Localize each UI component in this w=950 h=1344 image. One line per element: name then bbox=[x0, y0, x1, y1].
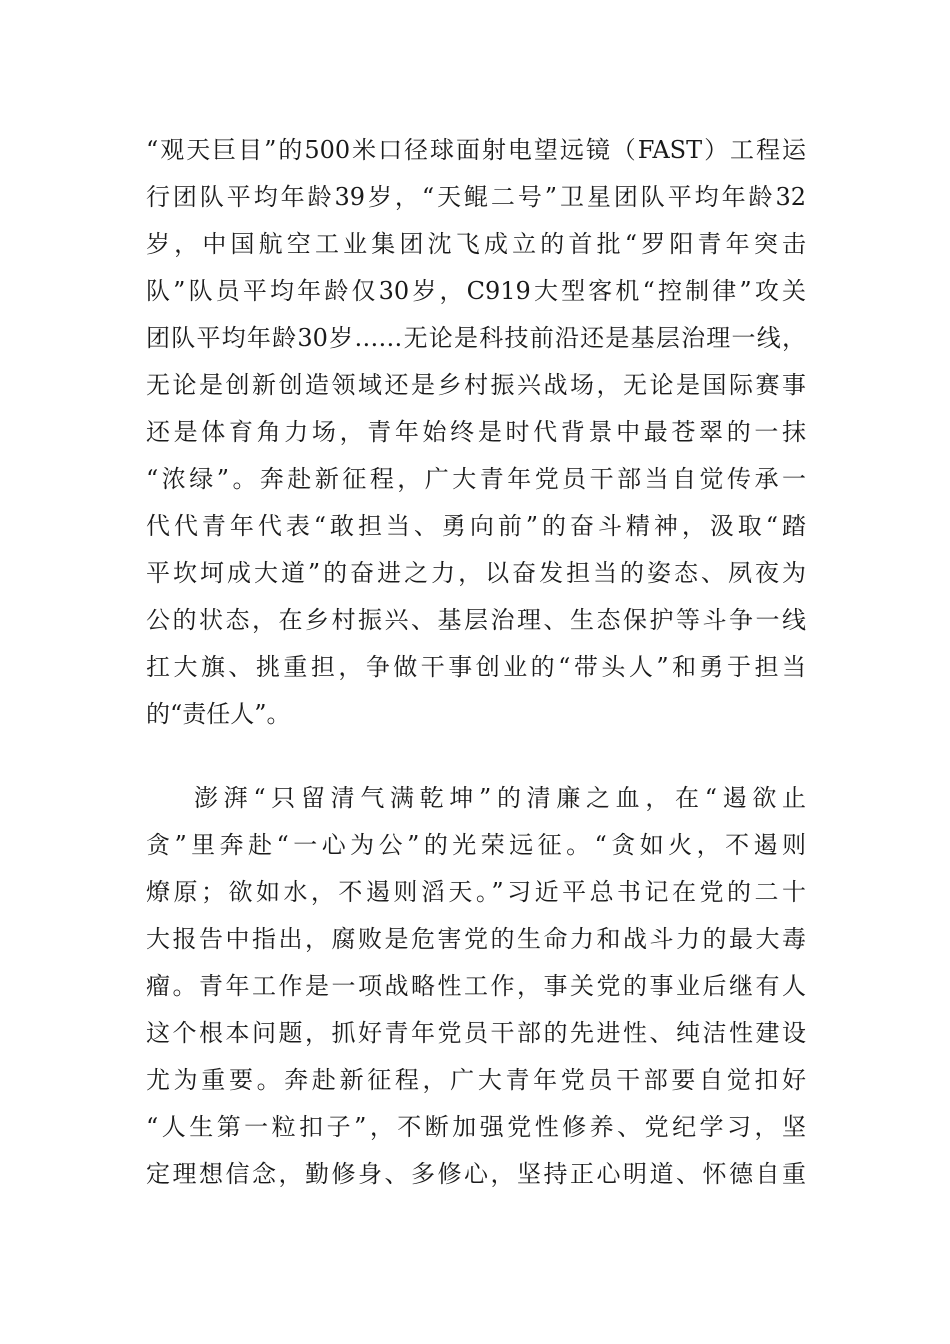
paragraph-2-line: 燎原；欲如水，不遏则滔天。”习近平总书记在党的二十 bbox=[146, 878, 806, 906]
paragraph-2-line: 澎湃“只留清气满乾坤”的清廉之血，在“遏欲止 bbox=[194, 784, 806, 812]
paragraph-1-line: 无论是创新创造领域还是乡村振兴战场，无论是国际赛事 bbox=[146, 371, 806, 399]
paragraph-1-line: 的“责任人”。 bbox=[146, 700, 291, 728]
paragraph-2-line: 贪”里奔赴“一心为公”的光荣远征。“贪如火，不遏则 bbox=[146, 831, 806, 859]
paragraph-1-line: 代代青年代表“敢担当、勇向前”的奋斗精神，汲取“踏 bbox=[146, 512, 806, 540]
paragraph-1-line: 行团队平均年龄39岁，“天鲲二号”卫星团队平均年龄32 bbox=[146, 183, 806, 211]
paragraph-1-line: “观天巨目”的500米口径球面射电望远镜（FAST）工程运 bbox=[146, 136, 806, 164]
paragraph-1-line: 还是体育角力场，青年始终是时代背景中最苍翠的一抹 bbox=[146, 418, 806, 446]
paragraph-1-line: 扛大旗、挑重担，争做干事创业的“带头人”和勇于担当 bbox=[146, 653, 806, 681]
paragraph-1-line: 队”队员平均年龄仅30岁，C919大型客机“控制律”攻关 bbox=[146, 277, 806, 305]
paragraph-2-line: 定理想信念，勤修身、多修心，坚持正心明道、怀德自重 bbox=[146, 1160, 806, 1188]
paragraph-2-line: 瘤。青年工作是一项战略性工作，事关党的事业后继有人 bbox=[146, 972, 806, 1000]
paragraph-1-line: 岁，中国航空工业集团沈飞成立的首批“罗阳青年突击 bbox=[146, 230, 806, 258]
paragraph-1-line: 团队平均年龄30岁……无论是科技前沿还是基层治理一线， bbox=[146, 324, 806, 352]
paragraph-1-line: “浓绿”。奔赴新征程，广大青年党员干部当自觉传承一 bbox=[146, 465, 806, 493]
paragraph-2-line: 大报告中指出，腐败是危害党的生命力和战斗力的最大毒 bbox=[146, 925, 806, 953]
paragraph-1-line: 公的状态，在乡村振兴、基层治理、生态保护等斗争一线 bbox=[146, 606, 806, 634]
paragraph-2-line: “人生第一粒扣子”，不断加强党性修养、党纪学习，坚 bbox=[146, 1113, 806, 1141]
paragraph-2-line: 尤为重要。奔赴新征程，广大青年党员干部要自觉扣好 bbox=[146, 1066, 806, 1094]
paragraph-1-line: 平坎坷成大道”的奋进之力，以奋发担当的姿态、夙夜为 bbox=[146, 559, 806, 587]
paragraph-2-line: 这个根本问题，抓好青年党员干部的先进性、纯洁性建设 bbox=[146, 1019, 806, 1047]
